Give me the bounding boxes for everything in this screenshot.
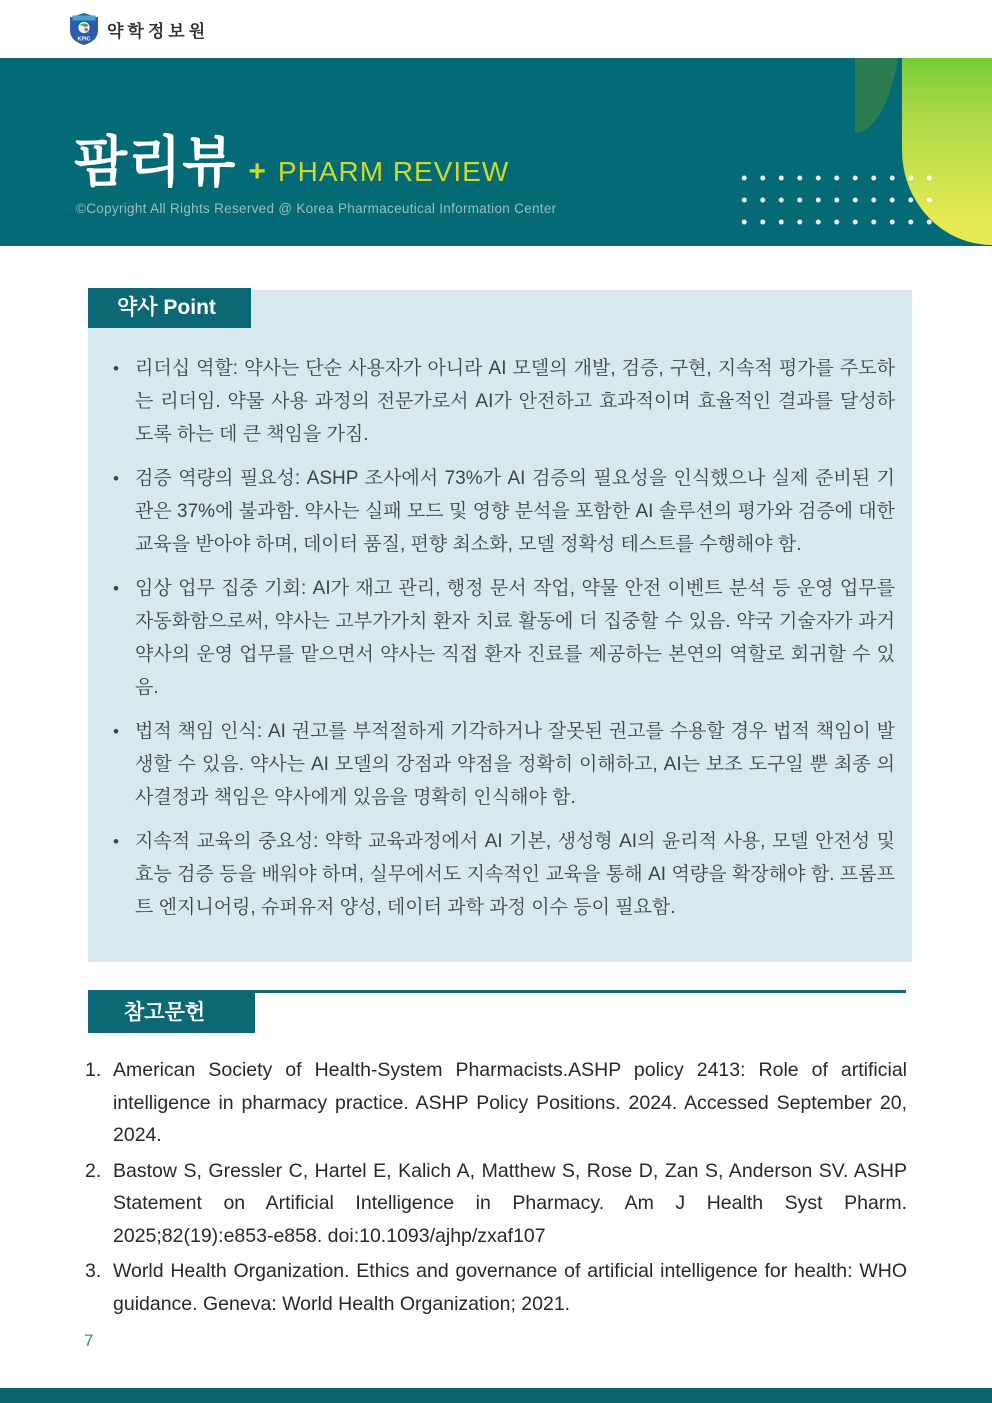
point-bullet-text: 지속적 교육의 중요성: 약학 교육과정에서 AI 기본, 생성형 AI의 윤리적 사용, 모델 안전성 및 효능 검증 등을 배워야 하며, 실무에서도 지속적인 교육을 통해 AI 역량을 확장해야 함. 프롬프트 엔지니어링, 슈퍼유저 양성, 데이터 과학 과정 이수 등이 필요함.	[135, 831, 895, 918]
publication-title	[74, 131, 510, 193]
point-bullet-5	[105, 825, 895, 924]
point-bullet-text: 임상 업무 집중 기회: AI가 재고 관리, 행정 문서 작업, 약물 안전 이벤트 분석 등 운영 업무를 자동화함으로써, 약사는 고부가가치 환자 치료 활동에 더 집중할 수 있음. 약국 기술자가 과거 약사의 운영 업무를 맡으면서 약사는 직접 환자 진료를 제공하는 본연의 역할로 회귀할 수 있음.	[135, 578, 895, 698]
top-bar	[0, 0, 992, 58]
plus-icon: +	[248, 155, 266, 189]
reference-item-1	[85, 1054, 907, 1152]
reference-number: 2.	[85, 1159, 102, 1182]
copyright-line: ©Copyright All Rights Reserved @ Korea Pharmaceutical Information Center	[76, 201, 557, 216]
bullet-dot-icon: •	[113, 359, 119, 378]
point-bullet-3	[105, 572, 895, 704]
reference-item-3	[85, 1255, 907, 1320]
reference-text: World Health Organization. Ethics and governance of artificial intelligence for health: WHO guidance. Geneva: World Health Organization; 2021.	[113, 1260, 907, 1315]
svg-text:KPIC: KPIC	[77, 36, 91, 43]
point-bullet-text: 검증 역량의 필요성: ASHP 조사에서 73%가 AI 검증의 필요성을 인식했으나 실제 준비된 기관은 37%에 불과함. 약사는 실패 모드 및 영향 분석을 포함한 AI 솔루션의 평가와 검증에 대한 교육을 받아야 하며, 데이터 품질, 편향 최소화, 모델 정확성 테스트를 수행해야 함.	[135, 468, 895, 555]
bullet-dot-icon: •	[113, 722, 119, 741]
footer-teal-bar	[0, 1388, 992, 1403]
pharmacist-point-label: 약사 Point	[88, 288, 251, 328]
reference-text: Bastow S, Gressler C, Hartel E, Kalich A, Matthew S, Rose D, Zan S, Anderson SV. ASHP Statement on Artificial Intelligence in Pharmacy. Am J Health Syst Pharm. 2025;82(19):e853-e858. doi:10.1093/ajhp/zxaf107	[113, 1159, 907, 1247]
title-english: PHARM REVIEW	[277, 156, 510, 188]
point-bullet-2	[105, 462, 895, 561]
reference-text: American Society of Health-System Pharmacists.ASHP policy 2413: Role of artificial intelligence in pharmacy practice. ASHP Policy Positions. 2024. Accessed September 20, 2024.	[113, 1059, 907, 1146]
reference-list	[85, 1054, 907, 1323]
org-logo	[70, 13, 209, 45]
bullet-dot-icon: •	[113, 832, 119, 851]
page-number: 7	[84, 1331, 94, 1350]
dot-grid-pattern	[733, 164, 935, 226]
reference-item-2	[85, 1155, 907, 1253]
reference-number: 3.	[85, 1260, 102, 1282]
title-korean: 팜리뷰	[74, 131, 237, 193]
point-bullet-1	[105, 352, 895, 451]
bullet-dot-icon: •	[113, 469, 119, 488]
reference-number: 1.	[85, 1059, 102, 1081]
point-bullet-list	[105, 352, 895, 935]
kpic-shield-icon	[70, 13, 98, 45]
org-name-text: 약학정보원	[107, 21, 210, 41]
point-bullet-text: 리더십 역할: 약사는 단순 사용자가 아니라 AI 모델의 개발, 검증, 구현, 지속적 평가를 주도하는 리더임. 약물 사용 과정의 전문가로서 AI가 안전하고 효과적이며 효율적인 결과를 달성하도록 하는 데 큰 책임을 가짐.	[135, 358, 895, 445]
point-bullet-4	[105, 715, 895, 814]
references-label: 참고문헌	[88, 993, 255, 1033]
bullet-dot-icon: •	[113, 579, 119, 598]
point-bullet-text: 법적 책임 인식: AI 권고를 부적절하게 기각하거나 잘못된 권고를 수용할 경우 법적 책임이 발생할 수 있음. 약사는 AI 모델의 강점과 약점을 정확히 이해하고, AI는 보조 도구일 뿐 최종 의사결정과 책임은 약사에게 있음을 명확히 인식해야 함.	[135, 721, 895, 808]
